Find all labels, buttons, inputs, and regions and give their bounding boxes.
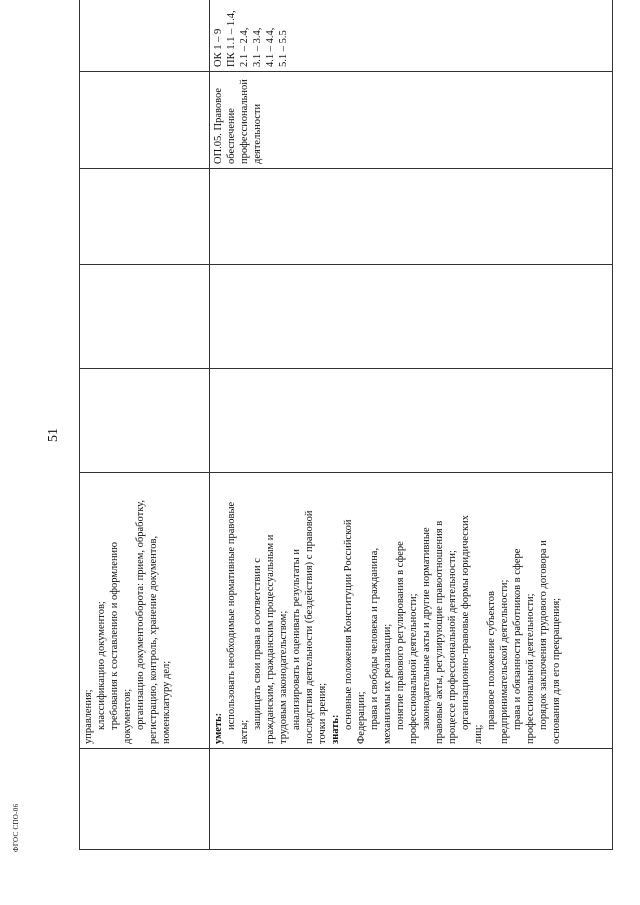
- text-line: лиц;: [473, 724, 484, 744]
- text-line: процессе профессиональной деятельности;: [447, 550, 458, 744]
- cell-empty: [210, 169, 613, 265]
- knowledge-list: [342, 477, 563, 744]
- cell-competencies: [210, 0, 613, 72]
- text-line: профессиональной деятельности;: [408, 593, 419, 744]
- cell-empty: [210, 369, 613, 473]
- text-line: анализировать и оценивать результаты и: [291, 549, 302, 730]
- text-line: правовые акты, регулирующие правоотношения в: [434, 520, 445, 744]
- text-line: организационно-правовые формы юридических: [460, 515, 471, 730]
- text-line: последствия деятельности (бездействия) с правовой: [304, 510, 315, 744]
- text-line: механизмы их реализации;: [382, 623, 393, 744]
- skills-list: [225, 477, 329, 744]
- text-line: ОП.05. Правовое: [213, 87, 224, 164]
- table-row: [80, 0, 210, 850]
- knowledge-label: знать:: [330, 714, 341, 744]
- cell-empty: [80, 72, 210, 169]
- cell-discipline: [210, 72, 613, 169]
- text-line: порядок заключения трудового договора и: [538, 540, 549, 730]
- footer-code: ФГОС СПО-06: [12, 803, 20, 852]
- cell-empty: [210, 265, 613, 369]
- text-line: использовать необходимые нормативные правовые: [226, 501, 237, 730]
- text-line: точки зрения;: [317, 682, 328, 744]
- text-line: 3.1 – 3.4,: [252, 27, 263, 67]
- text-line: Федерации;: [356, 691, 367, 744]
- text-line: требования к составлению и оформлению: [109, 541, 120, 730]
- cell-requirements-continued: [80, 473, 210, 749]
- cell-skills-knowledge: [210, 473, 613, 749]
- cell-empty: [80, 169, 210, 265]
- text-line: регистрацию, контроль, хранение документов,: [148, 535, 159, 744]
- cell-empty: [210, 749, 613, 850]
- page-number: 51: [46, 428, 61, 442]
- text-line: 2.1 – 2.4,: [239, 27, 250, 67]
- text-line: понятие правового регулирования в сфере: [395, 541, 406, 730]
- text-line: основные положения Конституции Российской: [343, 519, 354, 730]
- competency-table: [79, 0, 613, 850]
- text-line: документов;: [122, 688, 133, 744]
- text-line: права и свободы человека и гражданина,: [369, 547, 380, 730]
- skills-label: уметь:: [213, 712, 224, 744]
- text-line: классификацию документов;: [96, 601, 107, 730]
- text-line: ПК 1.1 – 1.4,: [226, 10, 237, 67]
- text-line: профессиональной: [239, 79, 250, 164]
- text-line: управления;: [83, 689, 94, 744]
- text-line: предпринимательской деятельности;: [499, 579, 510, 744]
- cell-empty: [80, 749, 210, 850]
- cell-empty: [80, 369, 210, 473]
- text-line: гражданским, гражданским процессуальным и: [265, 534, 276, 744]
- text-line: профессиональной деятельности;: [525, 593, 536, 744]
- text-line: трудовым законодательством;: [278, 610, 289, 744]
- rotated-document-sheet: [79, 10, 612, 850]
- text-line: права и обязанности работников в сфере: [512, 548, 523, 730]
- text-line: защищать свои права в соответствии с: [252, 558, 263, 730]
- text-line: основания для его прекращения;: [551, 597, 562, 744]
- text-line: правовое положение субъектов: [486, 591, 497, 730]
- text-line: законодательные акты и другие нормативные: [421, 527, 432, 730]
- text-line: 4.1 – 4.4,: [265, 27, 276, 67]
- text-line: обеспечение: [226, 108, 237, 164]
- text-line: акты;: [239, 719, 250, 744]
- text-line: номенклатуру дел;: [161, 660, 172, 744]
- text-line: 5.1 – 5.5: [278, 30, 289, 67]
- text-line: деятельности: [252, 103, 263, 164]
- text-line: ОК 1 – 9: [213, 28, 224, 67]
- cell-empty: [80, 0, 210, 72]
- cell-empty: [80, 265, 210, 369]
- table-row: [210, 0, 613, 850]
- text-line: организацию документооборота: прием, обработку,: [135, 500, 146, 730]
